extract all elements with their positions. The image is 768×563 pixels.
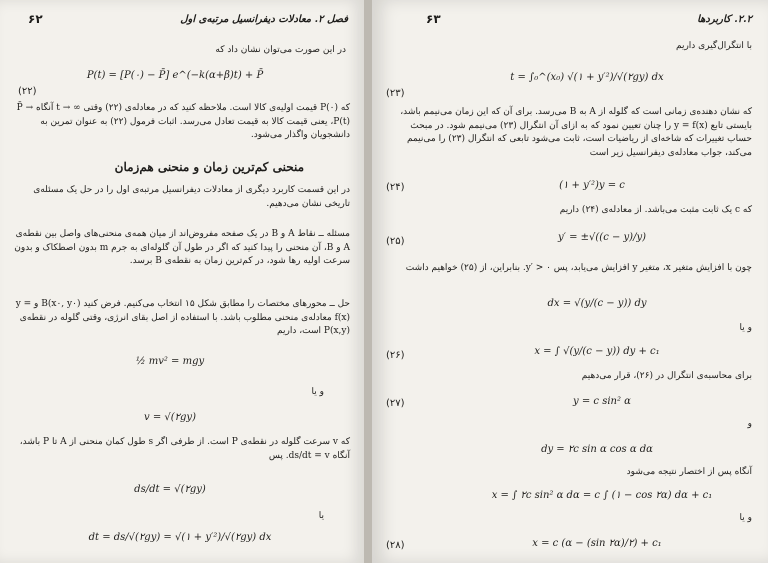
equation-26: x = ∫ √(y/(c − y)) dy + c₁ xyxy=(534,346,660,357)
paragraph-25: چون با افزایش متغیر x، متغیر y افزایش می‌یابد، پس y′ > ۰. بنابراین، از (۲۵) خواهیم داشت xyxy=(405,263,752,273)
paragraph-22: که P(۰) قیمت اولیه‌ی کالا است. ملاحظه کنید که در معادله‌ی (۲۲) وقتی ∞ → t آنگاه P̄ → P(t)، یعنی قیمت کالا به قیمت تعادل می‌رسد. اثبات فرمول (۲۲) به عنوان تمرین به دانشجویان واگذار می‌شود. xyxy=(16,103,350,140)
equation-23: t = ∫₀^(x₀) √(۱ + y′²)/√(۲gy) dx xyxy=(510,72,664,83)
integration-intro: با انتگرال‌گیری داریم xyxy=(675,41,752,51)
problem-statement: مسئله ــ نقاط A و B در یک صفحه مفروض‌اند از میان همه‌ی منحنی‌های واصل بین نقطه‌ی A و B، آن منحنی را پیدا کنید که اگر در طول آن گلوله‌ای به جرم m بدون اصطکاک و بدون سرعت اولیه رها شود، در کم‌ترین زمان به نقطه‌ی B برسد. xyxy=(14,229,350,266)
paragraph-24: که c یک ثابت مثبت می‌باشد. از معادله‌ی (۲۴) داریم xyxy=(559,205,752,215)
equation-24: (۱ + y′²)y = c xyxy=(559,180,625,191)
equation-velocity: v = √(۲gy) xyxy=(144,412,196,423)
book-gutter xyxy=(364,0,372,563)
section-intro: در این قسمت کاربرد دیگری از معادلات دیفرانسیل مرتبه‌ی اول را در حل یک مسئله‌ی تاریخی نشان می‌دهیم. xyxy=(33,185,350,209)
equation-dx: dx = √(y/(c − y)) dy xyxy=(547,298,647,309)
text-or: و یا xyxy=(739,323,752,333)
paragraph-velocity: که v سرعت گلوله در نقطه‌ی P است. از طرفی اگر s طول کمان منحنی از A تا P باشد، آنگاه ds/dt = v. پس xyxy=(19,437,350,461)
equation-dt: dt = ds/√(۲gy) = √(۱ + y′²)/√(۲gy) dx xyxy=(88,532,272,543)
page-number: ۶۲ xyxy=(28,12,43,26)
left-page xyxy=(0,0,364,563)
text-or-2: یا xyxy=(318,511,324,521)
equation-28: x = c (α − (sin ۲α)/۲) + c₁ xyxy=(532,538,662,549)
equation-ds-dt: ds/dt = √(۲gy) xyxy=(134,484,206,495)
paragraph-26: برای محاسبه‌ی انتگرال در (۲۶)، قرار می‌دهیم xyxy=(581,371,752,381)
page-number: ۶۳ xyxy=(426,12,441,26)
equation-dy: dy = ۲c sin α cos α dα xyxy=(541,444,653,455)
running-head: ۲.۲. کاربردها xyxy=(697,14,752,25)
paragraph-23: که نشان دهنده‌ی زمانی است که گلوله از A به B می‌رسد. برای آن که این زمان می‌نیمم باشد، بایستی تابع y = f(x) را چنان تعیین نمود که به ازای آن انتگرال (۲۳) می‌نیمم شود. در مبحث حساب تغییرات که شاخه‌ای از ریاضیات است، ثابت می‌شود تابعی که انتگرال (۲۳) را می‌نیمم می‌کند، جواب معادله‌ی دیفرانسیل زیر است xyxy=(400,107,752,158)
text-or: و یا xyxy=(311,387,324,397)
equation-number-24: (۲۴) xyxy=(386,182,405,193)
equation-number-25: (۲۵) xyxy=(386,236,405,247)
equation-number-23: (۲۳) xyxy=(386,88,405,99)
equation-x-integral: x = ∫ ۲c sin² α dα = c ∫ (۱ − cos ۲α) dα + c₁ xyxy=(491,490,713,501)
intro-text: در این صورت می‌توان نشان داد که xyxy=(215,45,346,55)
running-head: فصل ۲. معادلات دیفرانسیل مرتبه‌ی اول xyxy=(180,14,348,25)
text-or-2: و یا xyxy=(739,513,752,523)
equation-number-27: (۲۷) xyxy=(386,398,405,409)
equation-number-22: (۲۲) xyxy=(18,86,37,97)
equation-number-26: (۲۶) xyxy=(386,350,405,361)
equation-27: y = c sin² α xyxy=(573,396,631,407)
right-page xyxy=(372,0,768,563)
solution-text: حل ــ محورهای مختصات را مطابق شکل ۱۵ انتخاب می‌کنیم. فرض کنید B(x۰, y۰) و y = f(x) معادله‌ی منحنی مطلوب باشد. با استفاده از اصل بقای انرژی، وقتی گلوله در نقطه‌ی P(x,y) است، داریم xyxy=(15,299,350,336)
text-and: و xyxy=(747,419,752,429)
paragraph-dy: آنگاه پس از اختصار نتیجه می‌شود xyxy=(626,467,752,477)
equation-number-28: (۲۸) xyxy=(386,540,405,551)
equation-25: y′ = ±√((c − y)/y) xyxy=(557,232,647,243)
equation-22: P(t) = [P(۰) − P̄] e^(−k(α+β)t) + P̄ xyxy=(86,70,264,81)
section-title: منحنی کم‌ترین زمان و منحنی هم‌زمان xyxy=(114,160,304,174)
equation-energy: ½ mv² = mgy xyxy=(135,356,205,367)
